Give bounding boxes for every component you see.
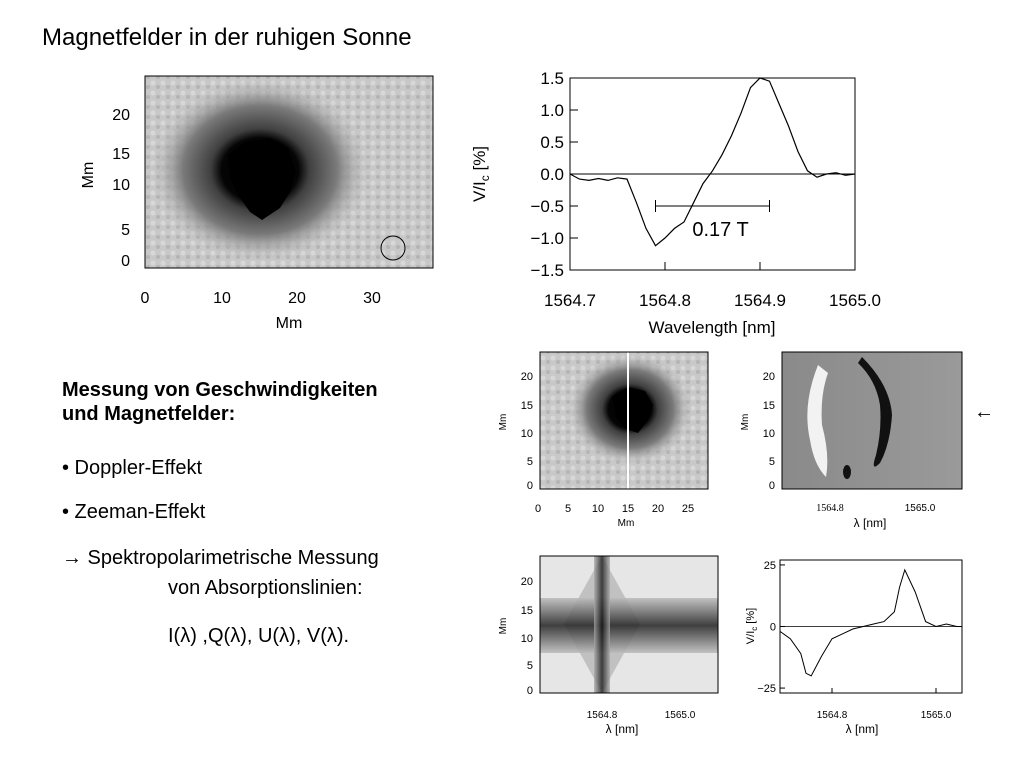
y-tick-label: 5 — [768, 456, 775, 468]
y-axis-label: Mm — [498, 413, 509, 431]
x-axis-label: λ [nm] — [845, 722, 879, 736]
stokes-v-chart-small — [730, 548, 1022, 740]
y-tick-label: 20 — [520, 576, 533, 588]
stokes-i-spectrum-map — [490, 548, 720, 740]
sunspot-map-small — [490, 345, 720, 530]
y-tick-label: 15 — [520, 605, 533, 617]
y-tick-label: 15 — [112, 146, 130, 163]
annotation-label: 0.17 T — [692, 219, 749, 241]
y-tick-label: 15 — [762, 400, 775, 412]
section-heading — [62, 378, 482, 426]
y-axis-label: Mm — [740, 413, 751, 431]
y-tick-label: 5 — [526, 660, 533, 672]
x-axis-label: Mm — [275, 315, 303, 332]
x-tick-label: 5 — [564, 503, 572, 515]
y-tick-label: 20 — [762, 371, 775, 383]
x-tick-label: 30 — [363, 290, 381, 307]
x-axis-label: λ [nm] — [853, 516, 887, 530]
stokes-formula: I(λ) ,Q(λ), U(λ), V(λ). — [168, 625, 350, 647]
x-axis-label: Wavelength [nm] — [648, 318, 776, 337]
series-line — [780, 570, 962, 676]
y-tick-label: 0.0 — [540, 165, 564, 184]
bullet-spectropolarimetry: → Spektropolarimetrische Messung — [62, 547, 379, 569]
stokes-v-chart-main — [470, 70, 890, 340]
x-tick-label: 1564.8 — [639, 291, 691, 310]
x-tick-label: 1564.7 — [544, 291, 596, 310]
x-axis-label: Mm — [617, 518, 635, 529]
y-tick-label: 0 — [768, 480, 775, 492]
x-tick-label: 15 — [621, 503, 635, 515]
section-heading-line1: Messung von Geschwindigkeiten — [62, 379, 378, 401]
y-tick-label: 1.0 — [540, 101, 564, 120]
y-tick-label: 0 — [526, 685, 533, 697]
y-tick-label: 10 — [520, 428, 533, 440]
y-tick-label: 10 — [520, 633, 533, 645]
dark-patch — [843, 465, 851, 479]
umbra-band — [540, 598, 718, 653]
x-tick-label: 0 — [534, 503, 542, 515]
x-tick-label: 1565.0 — [904, 503, 936, 514]
y-tick-label: 20 — [112, 107, 130, 124]
y-tick-label: −1.0 — [530, 229, 564, 248]
y-axis-label: Mm — [80, 161, 97, 189]
bullet-spectropolarimetry-cont: von Absorptionslinien: — [168, 577, 363, 599]
section-heading-line2: und Magnetfelder: — [62, 403, 236, 425]
arrow-left-icon: ← — [974, 401, 994, 423]
sunspot-map-main — [60, 60, 450, 340]
x-tick-label: 1564.8 — [586, 710, 618, 721]
x-tick-label: 25 — [681, 503, 695, 515]
x-tick-label: 10 — [591, 503, 605, 515]
y-tick-label: 10 — [112, 177, 130, 194]
x-axis-label: λ [nm] — [605, 722, 639, 736]
x-tick-label: 20 — [288, 290, 306, 307]
stokes-v-spectrum-map — [730, 345, 1022, 530]
y-tick-label: −1.5 — [530, 261, 564, 280]
x-tick-label: 1564.8 — [816, 503, 844, 514]
y-tick-label: 20 — [520, 371, 533, 383]
line-core — [594, 556, 610, 693]
x-tick-label: 1565.0 — [920, 710, 952, 721]
y-tick-label: 5 — [121, 222, 130, 239]
x-tick-label: 1564.9 — [734, 291, 786, 310]
y-tick-label: 10 — [762, 428, 775, 440]
bullet-doppler: • Doppler-Effekt — [62, 457, 203, 479]
y-tick-label: 0 — [769, 621, 776, 634]
y-tick-label: 0 — [121, 253, 130, 270]
x-tick-label: 0 — [140, 290, 150, 307]
bullet-zeeman: • Zeeman-Effekt — [62, 501, 206, 523]
x-tick-label: 1565.0 — [829, 291, 881, 310]
slide-title: Magnetfelder in der ruhigen Sonne — [42, 24, 412, 51]
y-tick-label: −25 — [757, 683, 776, 696]
y-axis-label: $V/I_c$ [%] — [470, 145, 492, 203]
y-tick-label: 0.5 — [540, 133, 564, 152]
y-tick-label: 15 — [520, 400, 533, 412]
y-axis-label: Mm — [498, 617, 509, 635]
x-tick-label: 10 — [213, 290, 231, 307]
y-tick-label: 0 — [526, 480, 533, 492]
x-tick-label: 1565.0 — [664, 710, 696, 721]
y-tick-label: −0.5 — [530, 197, 564, 216]
y-axis-label: $V/I_c$ [%] — [745, 607, 759, 645]
x-tick-label: 1564.8 — [816, 710, 848, 721]
x-tick-label: 20 — [651, 503, 665, 515]
y-tick-label: 25 — [763, 559, 776, 572]
y-tick-label: 1.5 — [540, 70, 564, 88]
y-tick-label: 5 — [526, 456, 533, 468]
